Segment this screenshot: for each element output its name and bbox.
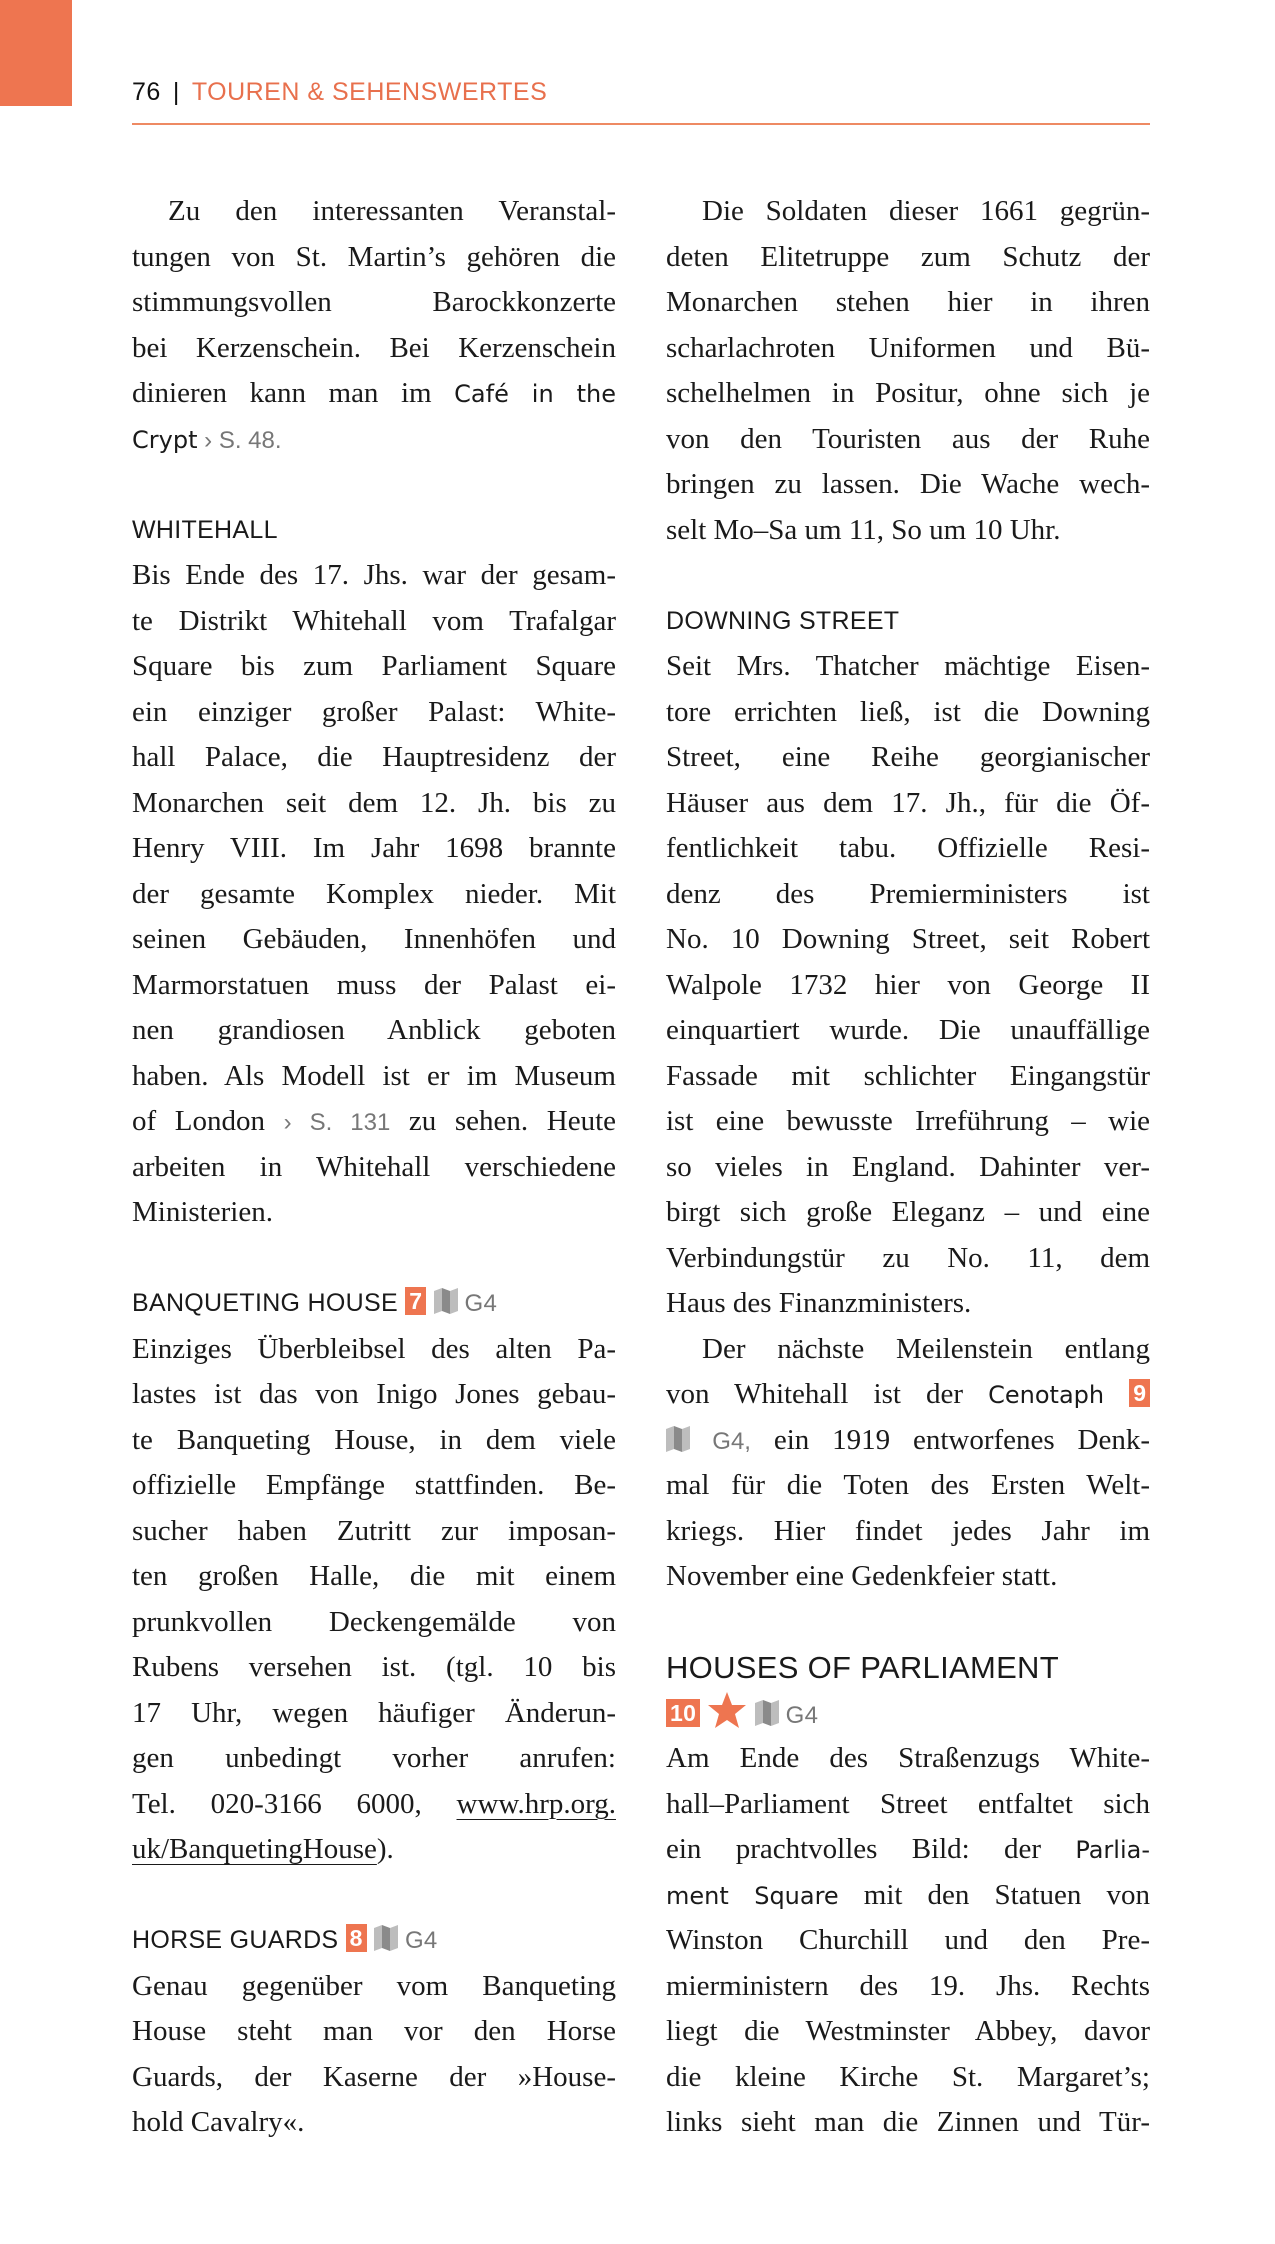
text-line <box>666 1463 1150 1509</box>
text: selt Mo–Sa um 11, So um 10 Uhr. <box>666 513 1061 546</box>
text-line <box>666 1327 1150 1373</box>
text: die kleine Kirche St. Margaret’s; <box>666 2060 1150 2093</box>
text: lastes ist das von Inigo Jones gebau- <box>132 1378 616 1410</box>
text-line <box>666 872 1150 918</box>
text: Street, eine Reihe georgianischer <box>666 741 1150 773</box>
text-line <box>666 1372 1150 1418</box>
section-heading <box>132 1918 616 1964</box>
text-line <box>666 417 1150 463</box>
text: Die Soldaten dieser 1661 gegrün- <box>702 195 1150 227</box>
place-name: Parlia- <box>1075 1836 1150 1864</box>
text: mit den Statuen von <box>838 1878 1150 1911</box>
text: Marmorstatuen muss der Palast ei- <box>132 968 616 1001</box>
text-line <box>666 826 1150 872</box>
text: Einziges Überbleibsel des alten Pa- <box>132 1332 616 1365</box>
text: zu sehen. Heute <box>390 1105 617 1137</box>
text: kriegs. Hier findet jedes Jahr im <box>666 1514 1150 1547</box>
text-line <box>666 1190 1150 1236</box>
text-line <box>666 1782 1150 1828</box>
text-line <box>132 735 616 781</box>
text-line <box>666 781 1150 827</box>
section-heading <box>132 508 616 554</box>
text-line <box>666 1736 1150 1782</box>
text-line <box>666 1873 1150 1919</box>
text: bei Kerzenschein. Bei Kerzenschein <box>132 331 616 364</box>
text-line <box>666 2100 1150 2146</box>
text: deten Elitetruppe zum Schutz der <box>666 240 1150 273</box>
text-line <box>132 1964 616 2010</box>
text: Seit Mrs. Thatcher mächtige Eisen- <box>666 650 1150 682</box>
text: Bis Ende des 17. Jhs. war der gesam- <box>132 559 616 591</box>
place-name: Crypt <box>132 425 198 454</box>
text: von den Touristen aus der Ruhe <box>666 422 1150 455</box>
text-line <box>666 735 1150 781</box>
text-line <box>132 1736 616 1782</box>
text-line <box>132 326 616 372</box>
section-heading <box>666 1691 1150 1737</box>
text: hall–Parliament Street entfaltet sich <box>666 1787 1150 1820</box>
text: of London <box>132 1105 284 1137</box>
text: einquartiert wurde. Die unauffällige <box>666 1014 1150 1046</box>
text-line <box>132 1054 616 1100</box>
text: ten großen Halle, die mit einem <box>132 1560 616 1592</box>
text: liegt die Westminster Abbey, davor <box>666 2015 1150 2047</box>
text: Henry VIII. Im Jahr 1698 brannte <box>132 832 616 864</box>
text-line <box>132 235 616 281</box>
map-icon <box>374 1921 398 1947</box>
text: denz des Premierministers ist <box>666 877 1150 910</box>
text-line <box>666 371 1150 417</box>
text-line <box>132 1372 616 1418</box>
text: Monarchen stehen hier in ihren <box>666 286 1150 318</box>
chapter-tab-marker <box>0 0 72 106</box>
header-rule <box>132 123 1150 125</box>
map-icon <box>666 1421 690 1447</box>
text <box>426 1289 433 1317</box>
text-line <box>132 1327 616 1373</box>
text: fentlichkeit tabu. Offizielle Resi- <box>666 832 1150 864</box>
text <box>367 1926 374 1954</box>
map-grid-reference: G4 <box>398 1927 438 1954</box>
text-line <box>666 2009 1150 2055</box>
text: Guards, der Kaserne der »House- <box>132 2060 616 2093</box>
place-name: Café in the <box>454 380 616 408</box>
text: BANQUETING HOUSE <box>132 1289 406 1317</box>
text-line <box>132 417 616 463</box>
text: DOWNING STREET <box>666 606 900 635</box>
text-line <box>132 599 616 645</box>
right-column <box>666 189 1150 2146</box>
text-line <box>132 553 616 599</box>
map-icon <box>434 1284 458 1310</box>
place-name: Cenotaph <box>988 1381 1105 1409</box>
text: No. 10 Downing Street, seit Robert <box>666 923 1150 955</box>
place-name: ment Square <box>666 1881 839 1910</box>
text: Am Ende des Straßenzugs White- <box>666 1742 1150 1774</box>
text: Häuser aus dem 17. Jh., für die Öf- <box>666 786 1150 819</box>
text: bringen zu lassen. Die Wache wech- <box>666 468 1150 500</box>
location-number-badge: 8 <box>346 1924 367 1952</box>
text: ein 1919 entworfenes Denk- <box>750 1423 1150 1456</box>
text: schelhelmen in Positur, ohne sich je <box>666 377 1150 409</box>
text: Der nächste Meilenstein entlang <box>702 1332 1150 1365</box>
text-line <box>132 1509 616 1555</box>
text-line <box>666 1554 1150 1600</box>
text-line <box>132 1645 616 1691</box>
text: Winston Churchill und den Pre- <box>666 1924 1150 1956</box>
text: hall Palace, die Hauptresidenz der <box>132 741 616 773</box>
text: gen unbedingt vorher anrufen: <box>132 1742 616 1774</box>
text-line <box>666 508 1150 554</box>
map-grid-reference: G4 <box>778 1701 819 1729</box>
text: te Distrikt Whitehall vom Trafalgar <box>132 604 616 637</box>
location-number-badge: 10 <box>666 1699 700 1727</box>
text-line <box>132 1827 616 1873</box>
text-line <box>666 462 1150 508</box>
text-line <box>132 872 616 918</box>
text-line <box>666 1964 1150 2010</box>
text-line <box>132 1554 616 1600</box>
section-heading <box>666 1645 1150 1691</box>
text: haben. Als Modell ist er im Museum <box>132 1059 616 1092</box>
map-icon <box>755 1696 779 1722</box>
text-line <box>132 1691 616 1737</box>
star-icon <box>707 1691 747 1729</box>
section-title: TOUREN & SEHENSWERTES <box>191 78 548 106</box>
text: 17 Uhr, wegen häufiger Änderun- <box>132 1696 616 1729</box>
text: November eine Gedenkfeier statt. <box>666 1560 1058 1592</box>
page-number: 76 <box>132 78 161 106</box>
web-link[interactable]: uk/BanquetingHouse <box>132 1833 377 1865</box>
text: Ministerien. <box>132 1196 273 1228</box>
blank-line <box>132 1873 616 1919</box>
section-heading <box>132 1281 616 1327</box>
text: HOUSES OF PARLIAMENT <box>666 1650 1059 1685</box>
text-line <box>666 690 1150 736</box>
text: WHITEHALL <box>132 515 278 544</box>
text: stimmungsvollen Barockkonzerte <box>132 286 616 318</box>
text-line <box>132 963 616 1009</box>
text: birgt sich große Eleganz – und eine <box>666 1196 1150 1228</box>
text: mierministern des 19. Jhs. Rechts <box>666 1969 1150 2002</box>
text-line <box>132 917 616 963</box>
text-line <box>132 1782 616 1828</box>
web-link[interactable]: www.hrp.org. <box>456 1787 616 1820</box>
text: te Banqueting House, in dem viele <box>132 1423 616 1456</box>
text: tore errichten ließ, ist die Downing <box>666 695 1150 728</box>
text: links sieht man die Zinnen und Tür- <box>666 2106 1150 2138</box>
text-line <box>666 1827 1150 1873</box>
text-line <box>666 1281 1150 1327</box>
text-line <box>132 1600 616 1646</box>
text: seinen Gebäuden, Innenhöfen und <box>132 923 616 955</box>
text: Walpole 1732 hier von George II <box>666 968 1150 1001</box>
blank-line <box>132 462 616 508</box>
text-line <box>132 781 616 827</box>
left-column <box>132 189 616 2146</box>
text-line <box>132 1008 616 1054</box>
text: nen grandiosen Anblick geboten <box>132 1014 616 1046</box>
text-line <box>132 1418 616 1464</box>
text: Fassade mit schlichter Eingangstür <box>666 1059 1150 1092</box>
section-heading <box>666 599 1150 645</box>
text: ). <box>376 1833 394 1865</box>
text: ist eine bewusste Irreführung – wie <box>666 1105 1150 1137</box>
text-line <box>666 1054 1150 1100</box>
text-line <box>132 371 616 417</box>
text: HORSE GUARDS <box>132 1926 346 1954</box>
text: ein prachtvolles Bild: der <box>666 1833 1076 1865</box>
text-line <box>666 1918 1150 1964</box>
text: ein einziger großer Palast: White- <box>132 695 616 728</box>
text: prunkvollen Deckengemälde von <box>132 1605 616 1638</box>
text: House steht man vor den Horse <box>132 2015 616 2047</box>
text-line <box>132 644 616 690</box>
text-line <box>666 1509 1150 1555</box>
text: sucher haben Zutritt zur imposan- <box>132 1514 616 1547</box>
text: Square bis zum Parliament Square <box>132 650 616 682</box>
text-line <box>132 1463 616 1509</box>
text-line <box>666 189 1150 235</box>
text: Rubens versehen ist. (tgl. 10 bis <box>132 1651 616 1683</box>
text-line <box>666 1008 1150 1054</box>
text: Haus des Finanzministers. <box>666 1287 972 1319</box>
page-reference-link[interactable]: › S. 131 <box>283 1109 391 1136</box>
text-line <box>132 280 616 326</box>
text-line <box>132 2100 616 2146</box>
text: von Whitehall ist der <box>666 1378 989 1410</box>
text-line <box>666 235 1150 281</box>
text: dinieren kann man im <box>132 377 455 409</box>
text-line <box>666 917 1150 963</box>
map-grid-reference: G4 <box>457 1290 498 1317</box>
location-number-badge: 9 <box>1129 1379 1150 1407</box>
text <box>747 1701 754 1729</box>
text-line <box>132 2009 616 2055</box>
text-line <box>132 189 616 235</box>
text-line <box>666 1099 1150 1145</box>
text-line <box>132 826 616 872</box>
text-line <box>666 963 1150 1009</box>
map-grid-reference: G4, <box>690 1427 751 1455</box>
text: tungen von St. Martin’s gehören die <box>132 240 616 273</box>
text-line <box>666 326 1150 372</box>
blank-line <box>132 1236 616 1282</box>
text-line <box>666 2055 1150 2101</box>
location-number-badge: 7 <box>405 1287 426 1315</box>
text-line <box>132 1099 616 1145</box>
text-line <box>666 1236 1150 1282</box>
blank-line <box>666 553 1150 599</box>
text <box>700 1701 707 1729</box>
text: der gesamte Komplex nieder. Mit <box>132 877 616 910</box>
text-line <box>666 1418 1150 1464</box>
text-line <box>132 1190 616 1236</box>
text: mal für die Toten des Ersten Welt- <box>666 1469 1150 1501</box>
text-line <box>666 280 1150 326</box>
running-header <box>132 78 547 107</box>
text: scharlachroten Uniformen und Bü- <box>666 331 1150 364</box>
text-line <box>666 644 1150 690</box>
blank-line <box>666 1600 1150 1646</box>
text: hold Cavalry«. <box>132 2106 305 2138</box>
text: Zu den interessanten Veranstal- <box>168 195 616 227</box>
text: offizielle Empfänge stattfinden. Be- <box>132 1469 616 1501</box>
text: Genau gegenüber vom Banqueting <box>132 1969 616 2002</box>
header-separator: | <box>172 78 180 106</box>
text: so vieles in England. Dahinter ver- <box>666 1150 1150 1183</box>
text-line <box>132 690 616 736</box>
text-line <box>132 1145 616 1191</box>
text: Monarchen seit dem 12. Jh. bis zu <box>132 786 616 819</box>
text <box>1104 1378 1129 1410</box>
text-line <box>132 2055 616 2101</box>
text: Verbindungstür zu No. 11, dem <box>666 1241 1150 1274</box>
text-line <box>666 1145 1150 1191</box>
text: Tel. 020-3166 6000, <box>132 1787 457 1820</box>
text: arbeiten in Whitehall verschiedene <box>132 1150 616 1183</box>
page-reference-link[interactable]: › S. 48. <box>197 426 282 454</box>
